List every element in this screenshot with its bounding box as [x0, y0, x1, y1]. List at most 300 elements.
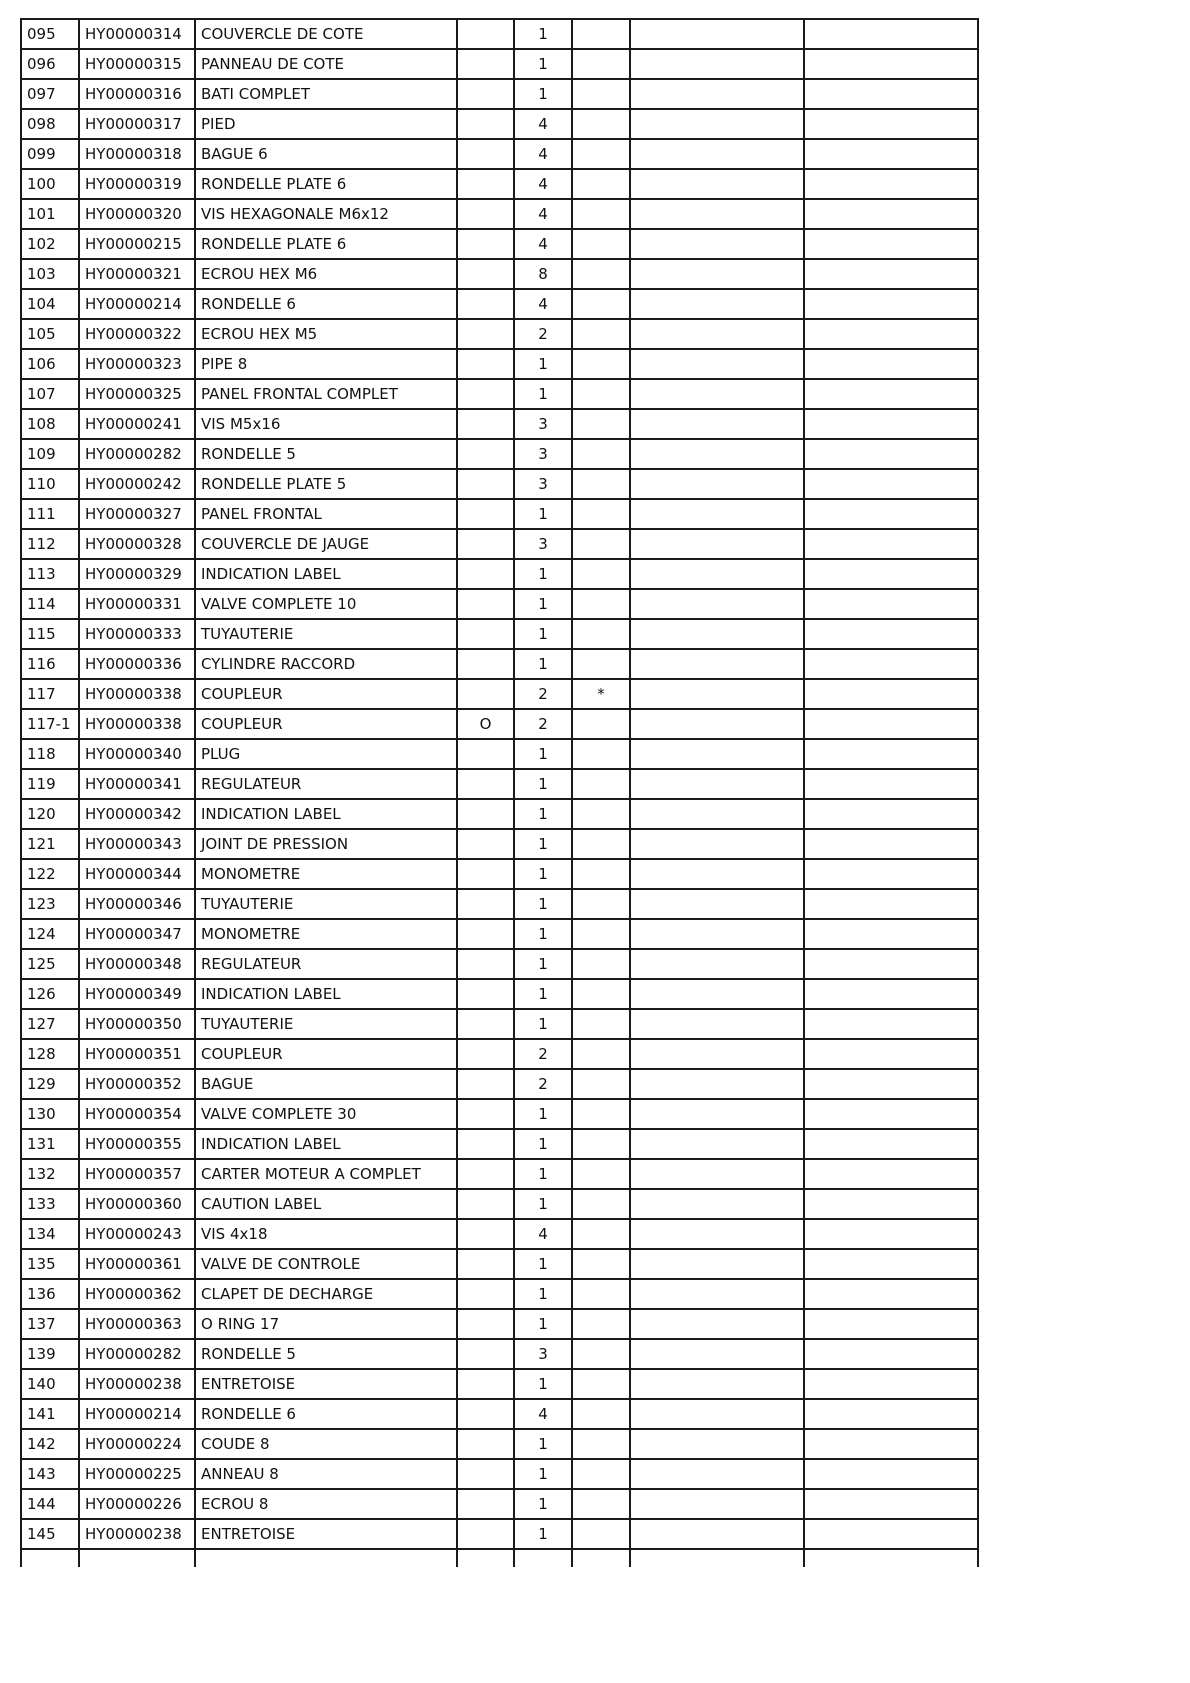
- reference-cell: HY00000352: [79, 1069, 195, 1099]
- quantity-cell: 1: [514, 799, 572, 829]
- empty-cell: [630, 829, 804, 859]
- table-row: [21, 1429, 978, 1459]
- reference-cell: HY00000341: [79, 769, 195, 799]
- empty-cell: [630, 1249, 804, 1279]
- marker-cell: [572, 319, 630, 349]
- item-number-cell: 140: [21, 1369, 79, 1399]
- item-number-cell: 101: [21, 199, 79, 229]
- item-number-cell: 135: [21, 1249, 79, 1279]
- marker-cell: [572, 1339, 630, 1369]
- empty-cell: [804, 1009, 978, 1039]
- reference-cell: HY00000282: [79, 439, 195, 469]
- description-cell: COUPLEUR: [195, 679, 457, 709]
- quantity-cell: 1: [514, 1309, 572, 1339]
- empty-cell: [630, 289, 804, 319]
- description-cell: CYLINDRE RACCORD: [195, 649, 457, 679]
- reference-cell: HY00000316: [79, 79, 195, 109]
- marker-cell: [572, 979, 630, 1009]
- reference-cell: HY00000327: [79, 499, 195, 529]
- empty-cell: [804, 259, 978, 289]
- marker-cell: [572, 1159, 630, 1189]
- description-cell: VIS 4x18: [195, 1219, 457, 1249]
- empty-cell: [630, 139, 804, 169]
- empty-cell: [514, 1549, 572, 1567]
- item-number-cell: 100: [21, 169, 79, 199]
- empty-cell: [630, 199, 804, 229]
- reference-cell: HY00000214: [79, 289, 195, 319]
- item-number-cell: 128: [21, 1039, 79, 1069]
- description-cell: ENTRETOISE: [195, 1369, 457, 1399]
- marker-cell: [572, 739, 630, 769]
- reference-cell: HY00000361: [79, 1249, 195, 1279]
- item-number-cell: 127: [21, 1009, 79, 1039]
- empty-cell: [630, 1429, 804, 1459]
- reference-cell: HY00000320: [79, 199, 195, 229]
- option-cell: [457, 19, 514, 49]
- reference-cell: HY00000346: [79, 889, 195, 919]
- item-number-cell: 131: [21, 1129, 79, 1159]
- item-number-cell: 098: [21, 109, 79, 139]
- table-row: [21, 889, 978, 919]
- description-cell: PIED: [195, 109, 457, 139]
- reference-cell: HY00000338: [79, 679, 195, 709]
- quantity-cell: 1: [514, 949, 572, 979]
- marker-cell: [572, 349, 630, 379]
- item-number-cell: 099: [21, 139, 79, 169]
- empty-cell: [630, 49, 804, 79]
- reference-cell: HY00000323: [79, 349, 195, 379]
- reference-cell: HY00000224: [79, 1429, 195, 1459]
- reference-cell: HY00000354: [79, 1099, 195, 1129]
- option-cell: [457, 289, 514, 319]
- reference-cell: HY00000360: [79, 1189, 195, 1219]
- table-row: [21, 649, 978, 679]
- empty-cell: [630, 109, 804, 139]
- empty-cell: [804, 589, 978, 619]
- marker-cell: [572, 109, 630, 139]
- option-cell: [457, 1009, 514, 1039]
- empty-cell: [630, 1399, 804, 1429]
- quantity-cell: 1: [514, 1489, 572, 1519]
- empty-cell: [630, 889, 804, 919]
- quantity-cell: 1: [514, 1009, 572, 1039]
- marker-cell: [572, 1039, 630, 1069]
- empty-cell: [804, 619, 978, 649]
- marker-cell: [572, 169, 630, 199]
- option-cell: [457, 379, 514, 409]
- quantity-cell: 1: [514, 1189, 572, 1219]
- empty-cell: [79, 1549, 195, 1567]
- table-row: [21, 19, 978, 49]
- table-row: [21, 1249, 978, 1279]
- empty-cell: [630, 1099, 804, 1129]
- empty-cell: [804, 1489, 978, 1519]
- marker-cell: [572, 1309, 630, 1339]
- empty-cell: [630, 649, 804, 679]
- item-number-cell: 110: [21, 469, 79, 499]
- reference-cell: HY00000328: [79, 529, 195, 559]
- reference-cell: HY00000238: [79, 1519, 195, 1549]
- table-row: [21, 49, 978, 79]
- item-number-cell: 115: [21, 619, 79, 649]
- option-cell: [457, 1129, 514, 1159]
- item-number-cell: 139: [21, 1339, 79, 1369]
- description-cell: INDICATION LABEL: [195, 799, 457, 829]
- marker-cell: [572, 769, 630, 799]
- marker-cell: [572, 199, 630, 229]
- description-cell: PLUG: [195, 739, 457, 769]
- empty-cell: [804, 1159, 978, 1189]
- empty-cell: [804, 1549, 978, 1567]
- quantity-cell: 3: [514, 469, 572, 499]
- description-cell: COUDE 8: [195, 1429, 457, 1459]
- reference-cell: HY00000319: [79, 169, 195, 199]
- item-number-cell: 109: [21, 439, 79, 469]
- table-row: [21, 1129, 978, 1159]
- empty-cell: [630, 1369, 804, 1399]
- marker-cell: [572, 619, 630, 649]
- marker-cell: [572, 49, 630, 79]
- table-row: [21, 1399, 978, 1429]
- reference-cell: HY00000340: [79, 739, 195, 769]
- description-cell: RONDELLE PLATE 6: [195, 169, 457, 199]
- option-cell: [457, 1519, 514, 1549]
- table-row: [21, 589, 978, 619]
- option-cell: [457, 1489, 514, 1519]
- option-cell: [457, 619, 514, 649]
- marker-cell: [572, 1399, 630, 1429]
- reference-cell: HY00000322: [79, 319, 195, 349]
- table-row: [21, 199, 978, 229]
- option-cell: [457, 1459, 514, 1489]
- empty-cell: [630, 859, 804, 889]
- description-cell: TUYAUTERIE: [195, 1009, 457, 1039]
- quantity-cell: 1: [514, 1249, 572, 1279]
- quantity-cell: 1: [514, 1279, 572, 1309]
- quantity-cell: 1: [514, 889, 572, 919]
- quantity-cell: 1: [514, 979, 572, 1009]
- reference-cell: HY00000343: [79, 829, 195, 859]
- table-row: [21, 1459, 978, 1489]
- item-number-cell: 141: [21, 1399, 79, 1429]
- empty-cell: [630, 1069, 804, 1099]
- table-row: [21, 949, 978, 979]
- empty-cell: [804, 559, 978, 589]
- marker-cell: [572, 439, 630, 469]
- marker-cell: [572, 1459, 630, 1489]
- marker-cell: [572, 229, 630, 259]
- item-number-cell: 104: [21, 289, 79, 319]
- reference-cell: HY00000243: [79, 1219, 195, 1249]
- quantity-cell: 1: [514, 49, 572, 79]
- empty-cell: [630, 1219, 804, 1249]
- item-number-cell: 108: [21, 409, 79, 439]
- description-cell: JOINT DE PRESSION: [195, 829, 457, 859]
- empty-cell: [804, 889, 978, 919]
- description-cell: CARTER MOTEUR A COMPLET: [195, 1159, 457, 1189]
- reference-cell: HY00000214: [79, 1399, 195, 1429]
- item-number-cell: 121: [21, 829, 79, 859]
- table-row: [21, 1099, 978, 1129]
- empty-cell: [630, 409, 804, 439]
- empty-cell: [804, 769, 978, 799]
- table-row: [21, 1069, 978, 1099]
- quantity-cell: 8: [514, 259, 572, 289]
- empty-cell: [804, 919, 978, 949]
- item-number-cell: 129: [21, 1069, 79, 1099]
- quantity-cell: 1: [514, 1129, 572, 1159]
- item-number-cell: 111: [21, 499, 79, 529]
- item-number-cell: 143: [21, 1459, 79, 1489]
- table-row: [21, 1339, 978, 1369]
- empty-cell: [804, 1369, 978, 1399]
- description-cell: BAGUE 6: [195, 139, 457, 169]
- option-cell: [457, 439, 514, 469]
- empty-cell: [804, 349, 978, 379]
- item-number-cell: 096: [21, 49, 79, 79]
- option-cell: [457, 1339, 514, 1369]
- parts-table-body: [21, 19, 978, 1567]
- marker-cell: [572, 1069, 630, 1099]
- marker-cell: [572, 589, 630, 619]
- option-cell: [457, 1039, 514, 1069]
- marker-cell: [572, 499, 630, 529]
- marker-cell: [572, 1519, 630, 1549]
- table-row: [21, 259, 978, 289]
- item-number-cell: 102: [21, 229, 79, 259]
- option-cell: [457, 199, 514, 229]
- table-row: [21, 379, 978, 409]
- table-row: [21, 679, 978, 709]
- option-cell: [457, 859, 514, 889]
- empty-cell: [630, 679, 804, 709]
- empty-cell: [630, 769, 804, 799]
- marker-cell: [572, 859, 630, 889]
- reference-cell: HY00000344: [79, 859, 195, 889]
- empty-cell: [804, 1069, 978, 1099]
- empty-cell: [804, 1429, 978, 1459]
- quantity-cell: 1: [514, 919, 572, 949]
- description-cell: ENTRETOISE: [195, 1519, 457, 1549]
- parts-list-sheet: [20, 18, 979, 1567]
- description-cell: TUYAUTERIE: [195, 619, 457, 649]
- quantity-cell: 3: [514, 409, 572, 439]
- reference-cell: HY00000215: [79, 229, 195, 259]
- marker-cell: [572, 1219, 630, 1249]
- reference-cell: HY00000315: [79, 49, 195, 79]
- empty-cell: [630, 709, 804, 739]
- item-number-cell: 123: [21, 889, 79, 919]
- table-row: [21, 139, 978, 169]
- option-cell: [457, 739, 514, 769]
- reference-cell: HY00000225: [79, 1459, 195, 1489]
- empty-cell: [630, 799, 804, 829]
- reference-cell: HY00000347: [79, 919, 195, 949]
- marker-cell: *: [572, 679, 630, 709]
- marker-cell: [572, 1279, 630, 1309]
- marker-cell: [572, 259, 630, 289]
- empty-cell: [630, 1339, 804, 1369]
- reference-cell: HY00000336: [79, 649, 195, 679]
- quantity-cell: 2: [514, 319, 572, 349]
- table-row: [21, 1309, 978, 1339]
- option-cell: [457, 1369, 514, 1399]
- marker-cell: [572, 289, 630, 319]
- description-cell: MONOMETRE: [195, 919, 457, 949]
- item-number-cell: 117-1: [21, 709, 79, 739]
- option-cell: [457, 319, 514, 349]
- table-row: [21, 709, 978, 739]
- table-row: [21, 409, 978, 439]
- reference-cell: HY00000363: [79, 1309, 195, 1339]
- marker-cell: [572, 649, 630, 679]
- option-cell: [457, 259, 514, 289]
- empty-cell: [21, 1549, 79, 1567]
- empty-cell: [804, 49, 978, 79]
- empty-cell: [630, 1549, 804, 1567]
- marker-cell: [572, 79, 630, 109]
- table-row: [21, 169, 978, 199]
- empty-cell: [630, 949, 804, 979]
- table-row: [21, 769, 978, 799]
- quantity-cell: 1: [514, 739, 572, 769]
- quantity-cell: 1: [514, 1429, 572, 1459]
- item-number-cell: 145: [21, 1519, 79, 1549]
- empty-cell: [804, 1129, 978, 1159]
- reference-cell: HY00000333: [79, 619, 195, 649]
- quantity-cell: 1: [514, 499, 572, 529]
- empty-cell: [630, 349, 804, 379]
- empty-cell: [804, 1099, 978, 1129]
- empty-cell: [804, 529, 978, 559]
- item-number-cell: 124: [21, 919, 79, 949]
- item-number-cell: 118: [21, 739, 79, 769]
- item-number-cell: 113: [21, 559, 79, 589]
- reference-cell: HY00000350: [79, 1009, 195, 1039]
- description-cell: ECROU HEX M6: [195, 259, 457, 289]
- table-row: [21, 1039, 978, 1069]
- empty-cell: [630, 1459, 804, 1489]
- empty-cell: [630, 79, 804, 109]
- empty-cell: [630, 1009, 804, 1039]
- quantity-cell: 4: [514, 289, 572, 319]
- description-cell: RONDELLE PLATE 5: [195, 469, 457, 499]
- empty-cell: [630, 499, 804, 529]
- quantity-cell: 1: [514, 559, 572, 589]
- description-cell: PANEL FRONTAL: [195, 499, 457, 529]
- reference-cell: HY00000348: [79, 949, 195, 979]
- option-cell: [457, 1099, 514, 1129]
- quantity-cell: 4: [514, 1219, 572, 1249]
- quantity-cell: 4: [514, 199, 572, 229]
- quantity-cell: 2: [514, 1069, 572, 1099]
- item-number-cell: 144: [21, 1489, 79, 1519]
- empty-cell: [195, 1549, 457, 1567]
- empty-cell: [804, 1309, 978, 1339]
- option-cell: [457, 1159, 514, 1189]
- description-cell: REGULATEUR: [195, 769, 457, 799]
- empty-cell: [804, 409, 978, 439]
- empty-cell: [630, 1159, 804, 1189]
- quantity-cell: 1: [514, 349, 572, 379]
- description-cell: PANEL FRONTAL COMPLET: [195, 379, 457, 409]
- empty-cell: [572, 1549, 630, 1567]
- option-cell: [457, 919, 514, 949]
- quantity-cell: 4: [514, 139, 572, 169]
- item-number-cell: 095: [21, 19, 79, 49]
- empty-cell: [804, 139, 978, 169]
- empty-cell: [630, 739, 804, 769]
- reference-cell: HY00000282: [79, 1339, 195, 1369]
- empty-cell: [630, 379, 804, 409]
- quantity-cell: 4: [514, 169, 572, 199]
- reference-cell: HY00000242: [79, 469, 195, 499]
- item-number-cell: 112: [21, 529, 79, 559]
- marker-cell: [572, 19, 630, 49]
- description-cell: COUVERCLE DE COTE: [195, 19, 457, 49]
- description-cell: RONDELLE PLATE 6: [195, 229, 457, 259]
- quantity-cell: 3: [514, 1339, 572, 1369]
- empty-cell: [804, 829, 978, 859]
- table-row: [21, 799, 978, 829]
- marker-cell: [572, 529, 630, 559]
- reference-cell: HY00000357: [79, 1159, 195, 1189]
- description-cell: PIPE 8: [195, 349, 457, 379]
- marker-cell: [572, 139, 630, 169]
- option-cell: [457, 1309, 514, 1339]
- description-cell: VIS M5x16: [195, 409, 457, 439]
- empty-cell: [630, 229, 804, 259]
- empty-cell: [804, 109, 978, 139]
- option-cell: [457, 889, 514, 919]
- table-row: [21, 1279, 978, 1309]
- option-cell: [457, 1279, 514, 1309]
- marker-cell: [572, 409, 630, 439]
- empty-cell: [630, 619, 804, 649]
- item-number-cell: 122: [21, 859, 79, 889]
- option-cell: [457, 829, 514, 859]
- marker-cell: [572, 1099, 630, 1129]
- empty-cell: [804, 499, 978, 529]
- empty-cell: [804, 1219, 978, 1249]
- description-cell: RONDELLE 6: [195, 289, 457, 319]
- table-row: [21, 1219, 978, 1249]
- empty-cell: [804, 799, 978, 829]
- item-number-cell: 125: [21, 949, 79, 979]
- empty-cell: [457, 1549, 514, 1567]
- table-row: [21, 919, 978, 949]
- empty-cell: [630, 169, 804, 199]
- description-cell: BAGUE: [195, 1069, 457, 1099]
- empty-cell: [804, 169, 978, 199]
- option-cell: [457, 1399, 514, 1429]
- empty-cell: [804, 439, 978, 469]
- table-row: [21, 979, 978, 1009]
- option-cell: [457, 169, 514, 199]
- marker-cell: [572, 1189, 630, 1219]
- marker-cell: [572, 469, 630, 499]
- quantity-cell: 1: [514, 1369, 572, 1399]
- reference-cell: HY00000318: [79, 139, 195, 169]
- reference-cell: HY00000238: [79, 1369, 195, 1399]
- marker-cell: [572, 1369, 630, 1399]
- reference-cell: HY00000321: [79, 259, 195, 289]
- empty-cell: [804, 949, 978, 979]
- option-cell: [457, 109, 514, 139]
- marker-cell: [572, 919, 630, 949]
- description-cell: INDICATION LABEL: [195, 1129, 457, 1159]
- reference-cell: HY00000241: [79, 409, 195, 439]
